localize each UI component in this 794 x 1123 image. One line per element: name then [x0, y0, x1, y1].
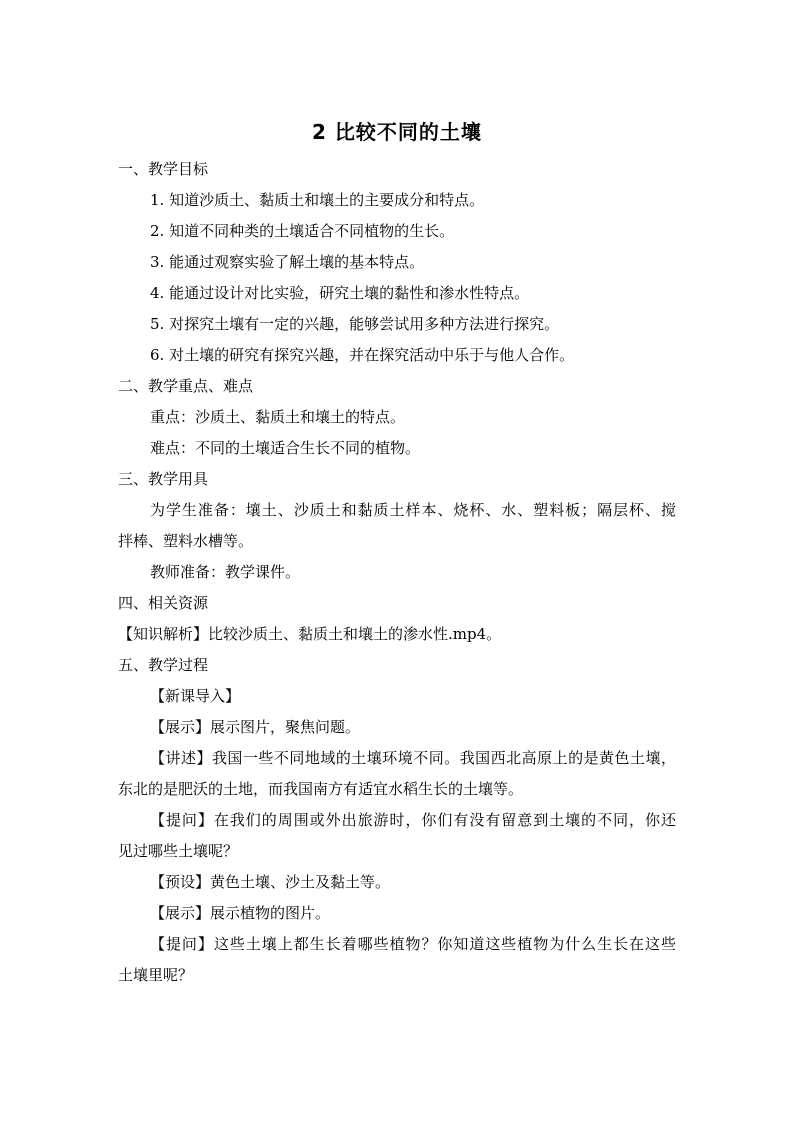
resource-item: 【知识解析】比较沙质土、黏质土和壤土的渗水性.mp4。 — [118, 625, 502, 643]
process-line: 【展示】展示图片，聚焦问题。 — [150, 718, 361, 736]
process-line: 【提问】在我们的周围或外出旅游时，你们有没有留意到土壤的不同，你还 — [150, 811, 676, 829]
page-title: 2 比较不同的土壤 — [312, 120, 482, 144]
section-heading-goals: 一、教学目标 — [118, 160, 209, 178]
section-heading-resources: 四、相关资源 — [118, 594, 209, 612]
process-line: 土壤里呢？ — [118, 966, 194, 984]
section-heading-tools: 三、教学用具 — [118, 470, 209, 488]
goal-item: 2. 知道不同种类的土壤适合不同植物的生长。 — [150, 222, 455, 240]
goal-item: 5. 对探究土壤有一定的兴趣，能够尝试用多种方法进行探究。 — [150, 315, 560, 333]
process-line: 见过哪些土壤呢？ — [118, 842, 239, 860]
difficulty-text: 难点：不同的土壤适合生长不同的植物。 — [150, 439, 421, 457]
goal-item: 1. 知道沙质土、黏质土和壤土的主要成分和特点。 — [150, 191, 485, 209]
process-line: 【新课导入】 — [150, 687, 241, 705]
section-heading-process: 五、教学过程 — [118, 656, 209, 674]
goal-item: 4. 能通过设计对比实验，研究土壤的黏性和渗水性特点。 — [150, 284, 530, 302]
goal-item: 3. 能通过观察实验了解土壤的基本特点。 — [150, 253, 425, 271]
process-line: 【讲述】我国一些不同地域的土壤环境不同。我国西北高原上的是黄色土壤， — [150, 749, 676, 767]
tools-students-text: 为学生准备：壤土、沙质土和黏质土样本、烧杯、水、塑料板；隔层杯、搅 — [150, 501, 676, 519]
goal-item: 6. 对土壤的研究有探究兴趣，并在探究活动中乐于与他人合作。 — [150, 346, 575, 364]
process-line: 【展示】展示植物的图片。 — [150, 904, 331, 922]
process-line: 【提问】这些土壤上都生长着哪些植物？你知道这些植物为什么生长在这些 — [150, 935, 676, 953]
section-heading-key-points: 二、教学重点、难点 — [118, 377, 254, 395]
tools-students-text-cont: 拌棒、塑料水槽等。 — [118, 532, 254, 550]
process-line: 东北的是肥沃的土地，而我国南方有适宜水稻生长的土壤等。 — [118, 780, 524, 798]
process-line: 【预设】黄色土壤、沙土及黏土等。 — [150, 873, 391, 891]
tools-teacher-text: 教师准备：教学课件。 — [150, 563, 301, 581]
key-point-text: 重点：沙质土、黏质土和壤土的特点。 — [150, 408, 406, 426]
